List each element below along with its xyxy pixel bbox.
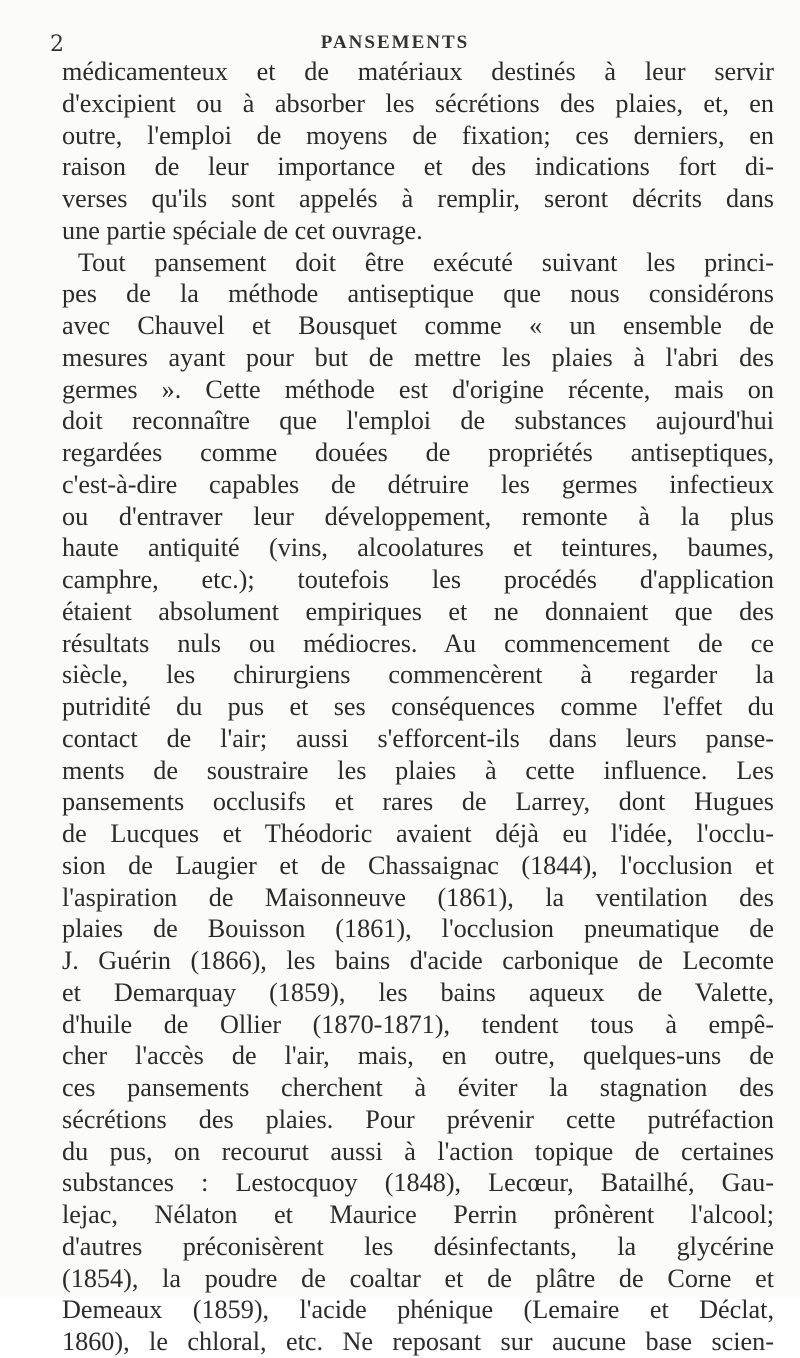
text-line: regardées comme douées de propriétés antiseptiques, bbox=[62, 438, 774, 467]
text-line: mesures ayant pour but de mettre les plaies à l'abri des bbox=[62, 342, 774, 372]
text-line: lejac, Nélaton et Maurice Perrin prônèrent l'alcool; bbox=[62, 1200, 774, 1229]
text-line: étaient absolument empiriques et ne donnaient que des bbox=[62, 596, 774, 626]
text-line: J. Guérin (1866), les bains d'acide carbonique de Lecomte bbox=[62, 946, 774, 975]
text-line: putridité du pus et ses conséquences comme l'effet du bbox=[62, 692, 774, 721]
text-line: du pus, on recourut aussi à l'action topique de certaines bbox=[62, 1136, 774, 1166]
text-line: ces pansements cherchent à éviter la stagnation des bbox=[62, 1073, 774, 1102]
text-line: de Lucques et Théodoric avaient déjà eu l'idée, l'occlu- bbox=[62, 819, 774, 848]
text-line: doit reconnaître que l'emploi de substances aujourd'hui bbox=[62, 406, 774, 436]
text-line: c'est-à-dire capables de détruire les germes infectieux bbox=[62, 469, 774, 499]
text-line: pes de la méthode antiseptique que nous considérons bbox=[62, 279, 774, 309]
text-line: substances : Lestocquoy (1848), Lecœur, Batailhé, Gau- bbox=[62, 1168, 774, 1198]
text-line: sion de Laugier et de Chassaignac (1844), l'occlusion et bbox=[62, 850, 774, 880]
text-line: l'aspiration de Maisonneuve (1861), la ventilation des bbox=[62, 882, 774, 912]
text-line: sécrétions des plaies. Pour prévenir cette putréfaction bbox=[62, 1104, 774, 1134]
body-text bbox=[62, 56, 774, 1358]
text-line: pansements occlusifs et rares de Larrey, dont Hugues bbox=[62, 787, 774, 817]
text-line: résultats nuls ou médiocres. Au commencement de ce bbox=[62, 628, 774, 658]
text-line: outre, l'emploi de moyens de fixation; ces derniers, en bbox=[62, 120, 774, 150]
text-line: (1854), la poudre de coaltar et de plâtre de Corne et bbox=[62, 1263, 774, 1293]
text-line: Demeaux (1859), l'acide phénique (Lemaire et Déclat, bbox=[62, 1295, 774, 1325]
text-line: plaies de Bouisson (1861), l'occlusion pneumatique de bbox=[62, 914, 774, 944]
text-line: 1860), le chloral, etc. Ne reposant sur aucune base scien- bbox=[62, 1327, 774, 1356]
text-line: raison de leur importance et des indications fort di- bbox=[62, 152, 774, 182]
text-line: cher l'accès de l'air, mais, en outre, quelques-uns de bbox=[62, 1041, 774, 1071]
text-line: verses qu'ils sont appelés à remplir, seront décrits dans bbox=[62, 184, 774, 213]
text-line: avec Chauvel et Bousquet comme « un ensemble de bbox=[62, 311, 774, 340]
text-line: ments de soustraire les plaies à cette influence. Les bbox=[62, 755, 774, 785]
text-line: médicamenteux et de matériaux destinés à leur servir bbox=[62, 57, 774, 86]
page-number: 2 bbox=[50, 32, 64, 57]
text-line: et Demarquay (1859), les bains aqueux de Valette, bbox=[62, 977, 774, 1007]
text-line: contact de l'air; aussi s'efforcent-ils dans leurs panse- bbox=[62, 723, 774, 753]
text-line: ou d'entraver leur développement, remonte à la plus bbox=[62, 501, 774, 531]
text-line: camphre, etc.); toutefois les procédés d'application bbox=[62, 565, 774, 594]
page-header bbox=[50, 14, 740, 57]
text-line: d'excipient ou à absorber les sécrétions des plaies, et, en bbox=[62, 88, 774, 118]
text-line: Tout pansement doit être exécuté suivant les princi- bbox=[78, 247, 774, 277]
text-line: d'autres préconisèrent les désinfectants, la glycérine bbox=[62, 1231, 774, 1261]
text-line: d'huile de Ollier (1870-1871), tendent tous à empê- bbox=[62, 1009, 774, 1039]
text-line: une partie spéciale de cet ouvrage. bbox=[62, 215, 423, 245]
text-line: siècle, les chirurgiens commencèrent à regarder la bbox=[62, 660, 774, 690]
running-head: PANSEMENTS bbox=[320, 32, 470, 53]
text-line: germes ». Cette méthode est d'origine récente, mais on bbox=[62, 374, 774, 404]
text-line: haute antiquité (vins, alcoolatures et teintures, baumes, bbox=[62, 533, 774, 563]
